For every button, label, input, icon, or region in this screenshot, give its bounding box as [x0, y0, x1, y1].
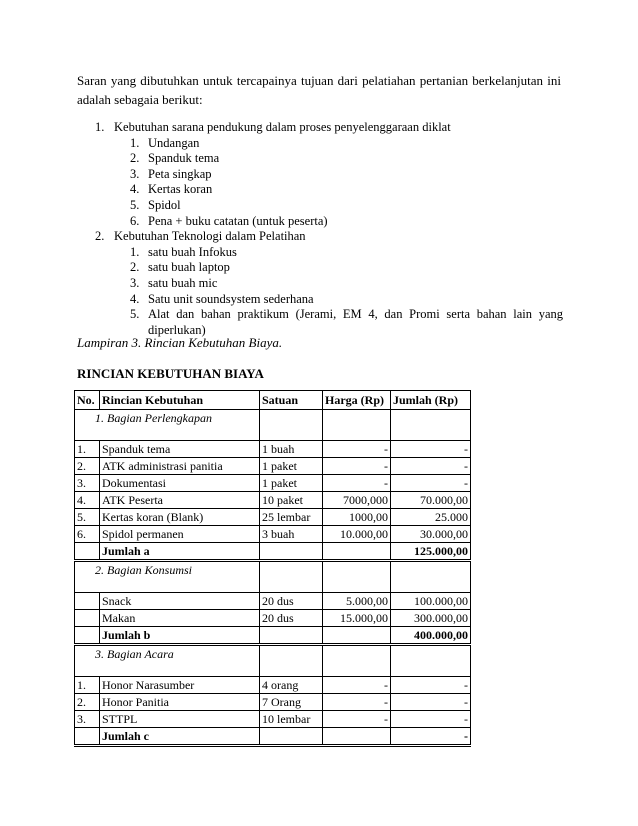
cell-satuan: 20 dus [260, 610, 323, 627]
sub-list-item-text: satu buah mic [148, 275, 218, 290]
cell-satuan: 3 buah [260, 526, 323, 543]
cell-rincian: Dokumentasi [100, 475, 260, 492]
cell-satuan: 10 lembar [260, 711, 323, 728]
cell-jumlah: - [391, 711, 471, 728]
cell-jumlah: - [391, 441, 471, 458]
sub-list-item-text: Undangan [148, 135, 200, 150]
cell-no: 6. [75, 526, 100, 543]
empty-cell [323, 728, 391, 746]
total-value: 125.000,00 [391, 543, 471, 561]
table-row [75, 593, 471, 610]
cell-jumlah: - [391, 694, 471, 711]
cell-no: 5. [75, 509, 100, 526]
sub-list-item-text: Spanduk tema [148, 151, 220, 166]
empty-cell [323, 627, 391, 645]
sub-list-item [77, 307, 563, 338]
list-item-number: 1. [95, 120, 105, 134]
empty-cell [323, 645, 391, 677]
empty-cell [260, 543, 323, 561]
cell-rincian: Honor Narasumber [100, 677, 260, 694]
sub-list-item-number: 6. [130, 213, 140, 228]
empty-cell [260, 627, 323, 645]
cell-satuan: 1 buah [260, 441, 323, 458]
cell-rincian: ATK administrasi panitia [100, 458, 260, 475]
cost-table [74, 390, 471, 747]
cell-rincian: STTPL [100, 711, 260, 728]
list-item [77, 120, 563, 136]
header-jumlah: Jumlah (Rp) [391, 391, 471, 410]
empty-cell [323, 543, 391, 561]
sub-list-item-text: Spidol [148, 197, 181, 212]
table-row [75, 441, 471, 458]
sub-list-item [77, 245, 563, 261]
cell-satuan: 10 paket [260, 492, 323, 509]
cell-jumlah: 25.000 [391, 509, 471, 526]
total-label: Jumlah b [100, 627, 260, 645]
empty-cell [260, 410, 323, 441]
sub-list-item-text: Satu unit soundsystem sederhana [148, 291, 314, 306]
empty-cell [323, 410, 391, 441]
total-row [75, 627, 471, 645]
table-header-row [75, 391, 471, 410]
empty-cell [323, 561, 391, 593]
table-row [75, 677, 471, 694]
sub-list-item-number: 5. [130, 307, 140, 322]
sub-list-item-number: 2. [130, 260, 140, 275]
sub-list-item-number: 4. [130, 291, 140, 306]
sub-list-item-number: 3. [130, 275, 140, 290]
cell-harga: 1000,00 [323, 509, 391, 526]
cell-harga: 15.000,00 [323, 610, 391, 627]
section-title: 1. Bagian Perlengkapan [75, 410, 260, 441]
cell-satuan: 4 orang [260, 677, 323, 694]
cell-harga: 7000,000 [323, 492, 391, 509]
cell-harga: 10.000,00 [323, 526, 391, 543]
sub-list-item-text: satu buah Infokus [148, 244, 237, 259]
cell-rincian: Snack [100, 593, 260, 610]
table-row [75, 526, 471, 543]
header-harga: Harga (Rp) [323, 391, 391, 410]
empty-cell [260, 561, 323, 593]
sub-list-item-number: 3. [130, 166, 140, 181]
total-value: 400.000,00 [391, 627, 471, 645]
sub-list-item-number: 1. [130, 244, 140, 259]
table-row [75, 492, 471, 509]
sub-list-item-text: Peta singkap [148, 166, 212, 181]
sub-list-item [77, 151, 563, 167]
empty-cell [391, 645, 471, 677]
cell-no: 3. [75, 475, 100, 492]
table-row [75, 610, 471, 627]
cell-harga: 5.000,00 [323, 593, 391, 610]
sub-list-item [77, 292, 563, 308]
empty-cell [260, 728, 323, 746]
cell-harga: - [323, 458, 391, 475]
section-row [75, 561, 471, 593]
cell-harga: - [323, 677, 391, 694]
cell-harga: - [323, 441, 391, 458]
cell-no: 3. [75, 711, 100, 728]
total-row [75, 728, 471, 746]
list-item [77, 229, 563, 245]
attachment-caption: Lampiran 3. Rincian Kebutuhan Biaya. [77, 335, 283, 350]
cell-rincian: Makan [100, 610, 260, 627]
empty-cell [260, 645, 323, 677]
cell-jumlah: - [391, 677, 471, 694]
empty-cell [391, 561, 471, 593]
total-row [75, 543, 471, 561]
total-value: - [391, 728, 471, 746]
sub-list-item [77, 136, 563, 152]
list-item-number: 2. [95, 229, 105, 244]
sub-list-item-number: 2. [130, 151, 140, 166]
cell-satuan: 20 dus [260, 593, 323, 610]
sub-list-item-number: 5. [130, 197, 140, 212]
sub-list-item [77, 167, 563, 183]
section-heading: RINCIAN KEBUTUHAN BIAYA [77, 366, 264, 381]
cell-satuan: 7 Orang [260, 694, 323, 711]
list-item-label: Kebutuhan Teknologi dalam Pelatihan [114, 229, 306, 244]
cell-no: 2. [75, 694, 100, 711]
empty-cell [391, 410, 471, 441]
sub-list-item [77, 198, 563, 214]
cell-jumlah: 300.000,00 [391, 610, 471, 627]
section-row [75, 645, 471, 677]
cell-rincian: Spanduk tema [100, 441, 260, 458]
sub-list-item-text: Kertas koran [148, 182, 213, 197]
cell-no: 1. [75, 441, 100, 458]
table-row [75, 509, 471, 526]
sub-list-item [77, 214, 563, 230]
cell-satuan: 1 paket [260, 458, 323, 475]
empty-cell [75, 627, 100, 645]
cell-harga: - [323, 694, 391, 711]
sub-list-item [77, 182, 563, 198]
cell-jumlah: - [391, 475, 471, 492]
section-title: 3. Bagian Acara [75, 645, 260, 677]
header-no: No. [75, 391, 100, 410]
cell-jumlah: 100.000,00 [391, 593, 471, 610]
header-satuan: Satuan [260, 391, 323, 410]
cell-no: 1. [75, 677, 100, 694]
list-item-label: Kebutuhan sarana pendukung dalam proses penyelenggaraan diklat [114, 120, 451, 134]
sub-list-item-text: Pena + buku catatan (untuk peserta) [148, 213, 328, 228]
cell-harga: - [323, 475, 391, 492]
cell-rincian: Kertas koran (Blank) [100, 509, 260, 526]
table-row [75, 475, 471, 492]
sub-list-item [77, 276, 563, 292]
cell-satuan: 1 paket [260, 475, 323, 492]
intro-paragraph: Saran yang dibutuhkan untuk tercapainya tujuan dari pelatiahan pertanian berkelanjutan ini adalah sebagaia berikut: [77, 73, 561, 107]
cell-harga: - [323, 711, 391, 728]
cell-rincian: ATK Peserta [100, 492, 260, 509]
cell-no: 2. [75, 458, 100, 475]
cell-no: 4. [75, 492, 100, 509]
cell-rincian: Honor Panitia [100, 694, 260, 711]
sub-list-item [77, 260, 563, 276]
cell-no [75, 593, 100, 610]
sub-list-item-number: 1. [130, 135, 140, 150]
total-label: Jumlah a [100, 543, 260, 561]
table-row [75, 694, 471, 711]
sub-list-item-number: 4. [130, 182, 140, 197]
total-label: Jumlah c [100, 728, 260, 746]
section-title: 2. Bagian Konsumsi [75, 561, 260, 593]
sub-list-item-text: satu buah laptop [148, 260, 230, 275]
header-rincian: Rincian Kebutuhan [100, 391, 260, 410]
cell-no [75, 610, 100, 627]
table-row [75, 458, 471, 475]
requirements-list [77, 120, 563, 338]
cell-rincian: Spidol permanen [100, 526, 260, 543]
cell-jumlah: - [391, 458, 471, 475]
empty-cell [75, 728, 100, 746]
sub-list-item-text: Alat dan bahan praktikum (Jerami, EM 4, dan Promi serta bahan lain yang diperlukan) [148, 307, 563, 337]
table-row [75, 711, 471, 728]
cell-jumlah: 70.000,00 [391, 492, 471, 509]
cell-satuan: 25 lembar [260, 509, 323, 526]
empty-cell [75, 543, 100, 561]
cell-jumlah: 30.000,00 [391, 526, 471, 543]
section-row [75, 410, 471, 441]
